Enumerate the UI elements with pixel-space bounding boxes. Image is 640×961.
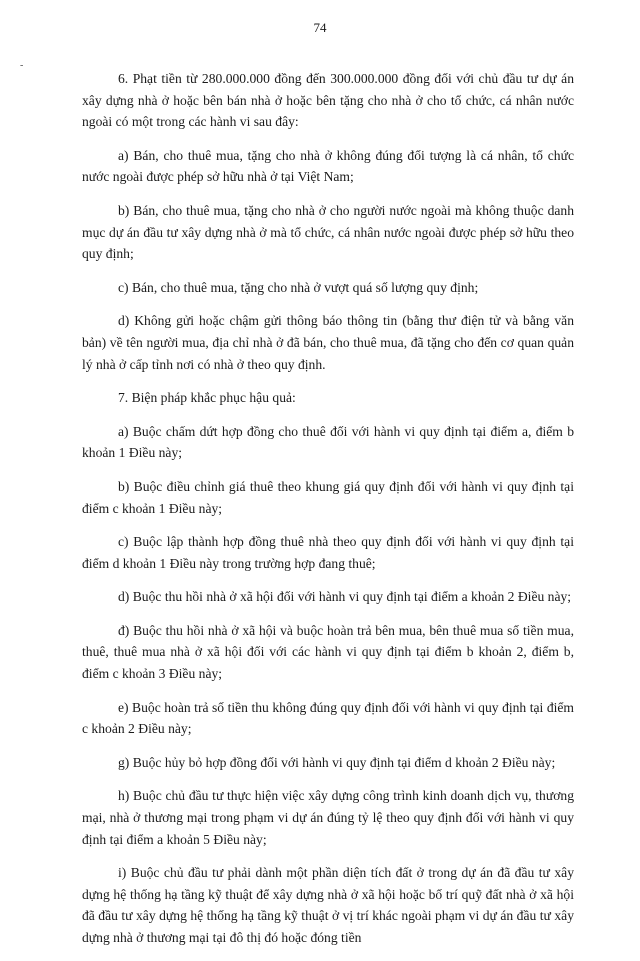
paragraph-6b: b) Bán, cho thuê mua, tặng cho nhà ở cho người nước ngoài mà không thuộc danh mục dự án đầu tư xây dựng nhà ở mà tổ chức, cá nhân nước ngoài được phép sở hữu theo quy định; xyxy=(82,202,574,262)
paragraph-6c: c) Bán, cho thuê mua, tặng cho nhà ở vượt quá số lượng quy định; xyxy=(118,279,479,295)
paragraph-6a: a) Bán, cho thuê mua, tặng cho nhà ở không đúng đối tượng là cá nhân, tổ chức nước ngoài được phép sở hữu nhà ở tại Việt Nam; xyxy=(82,147,574,185)
paragraph-6-intro: 6. Phạt tiền từ 280.000.000 đồng đến 300.000.000 đồng đối với chủ đầu tư dự án xây dựng nhà ở hoặc bên bán nhà ở hoặc bên tặng cho nhà ở cho tổ chức, cá nhân nước ngoài có một trong các hành vi sau đây: xyxy=(82,71,574,130)
paragraph-7c: c) Buộc lập thành hợp đồng thuê nhà theo quy định đối với hành vi quy định tại điểm d khoản 1 Điều này trong trường hợp đang thuê; xyxy=(82,534,574,571)
margin-mark: - xyxy=(20,60,24,71)
paragraph-7dd: đ) Buộc thu hồi nhà ở xã hội và buộc hoàn trả bên mua, bên thuê mua số tiền mua, thuê, thuê mua nhà ở xã hội đối với các hành vi quy định tại điểm b khoản 2, điểm b, điểm c khoản 3 Điều này; xyxy=(82,622,574,682)
paragraph-7h: h) Buộc chủ đầu tư thực hiện việc xây dựng công trình kinh doanh dịch vụ, thương mại, nhà ở thương mại trong phạm vi dự án đúng tỷ lệ theo quy định đối với hành vi quy định tại điểm a khoản 5 Điều này; xyxy=(82,788,574,847)
paragraph-7i: i) Buộc chủ đầu tư phải dành một phần diện tích đất ở trong dự án đã đầu tư xây dựng hệ thống hạ tầng kỹ thuật để xây dựng nhà ở xã hội hoặc bố trí quỹ đất nhà ở xã hội đã đầu tư xây dựng hệ thống hạ tầng kỹ thuật ở vị trí khác ngoài phạm vi dự án đầu tư xây dựng nhà ở thương mại tại đô thị đó hoặc đóng tiền xyxy=(82,865,574,945)
paragraph-7g: g) Buộc hủy bỏ hợp đồng đối với hành vi quy định tại điểm d khoản 2 Điều này; xyxy=(118,754,556,770)
page-number: 74 xyxy=(313,20,327,35)
paragraph-7d: d) Buộc thu hồi nhà ở xã hội đối với hành vi quy định tại điểm a khoản 2 Điều này; xyxy=(118,589,572,605)
paragraph-6d: d) Không gửi hoặc chậm gửi thông báo thông tin (bằng thư điện tử và bằng văn bản) về tên người mua, địa chỉ nhà ở đã bán, cho thuê mua, đã tặng cho đến cơ quan quản lý nhà ở cấp tỉnh nơi có nhà ở theo quy định. xyxy=(82,313,574,372)
paragraph-7-intro: 7. Biện pháp khắc phục hậu quả: xyxy=(118,390,296,406)
document-body xyxy=(82,68,574,961)
paragraph-7e: e) Buộc hoàn trả số tiền thu không đúng quy định đối với hành vi quy định tại điểm c khoản 2 Điều này; xyxy=(82,699,574,737)
paragraph-7a: a) Buộc chấm dứt hợp đồng cho thuê đối với hành vi quy định tại điểm a, điểm b khoản 1 Điều này; xyxy=(82,423,574,461)
paragraph-7b: b) Buộc điều chỉnh giá thuê theo khung giá quy định đối với hành vi quy định tại điểm c khoản 1 Điều này; xyxy=(82,478,574,516)
